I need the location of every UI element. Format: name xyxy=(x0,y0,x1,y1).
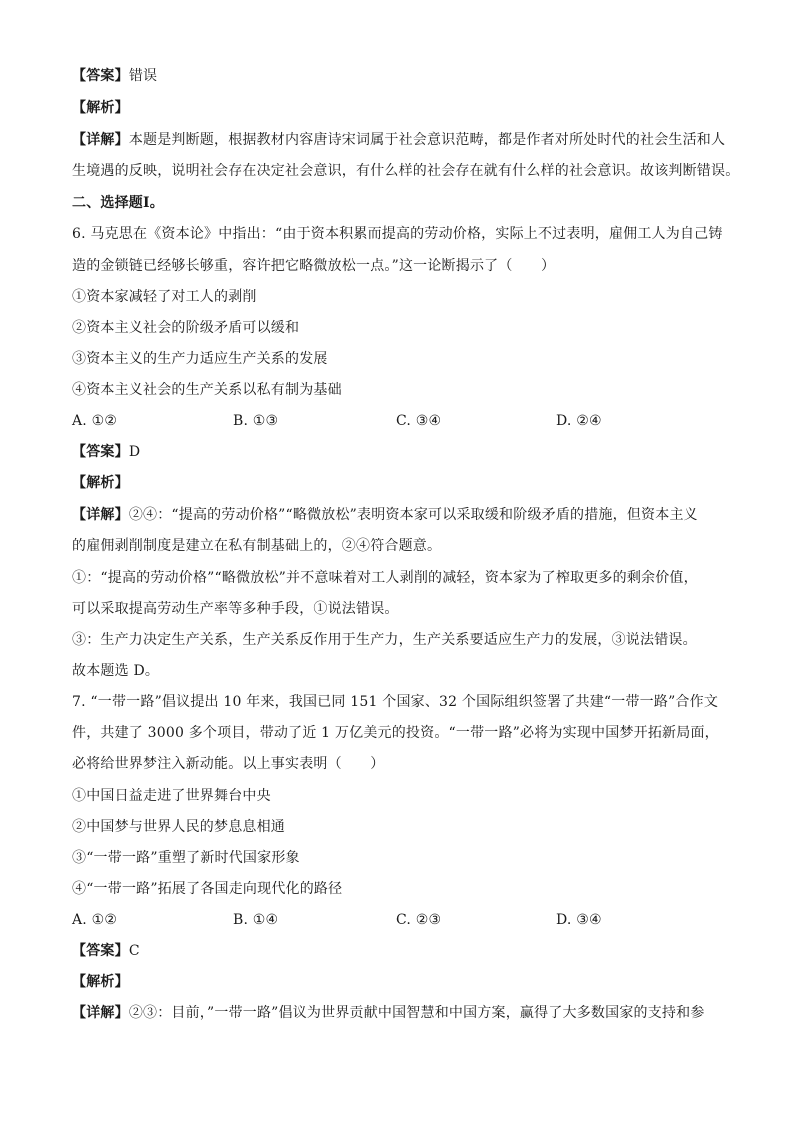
q7-stem-text: 必将给世界梦注入新动能。以上事实表明（ ） xyxy=(72,756,385,772)
detail-text: 可以采取提高劳动生产率等多种手段，①说法错误。 xyxy=(72,601,399,617)
q7-stem-text: 7. “一带一路”倡议提出 10 年来，我国已同 151 个国家、32 个国际组织签署了共建“一带一路”合作文 xyxy=(72,694,719,710)
q5-analysis-line xyxy=(72,98,742,118)
analysis-tag: 【解析】 xyxy=(72,974,129,990)
q6-item-3 xyxy=(72,349,742,369)
q7-analysis-line xyxy=(72,972,742,992)
q5-detail-line-1 xyxy=(72,130,742,150)
q6-item-text: ①资本家减轻了对工人的剥削 xyxy=(72,289,257,305)
q6-detail-line-4 xyxy=(72,599,742,619)
answer-text: C xyxy=(128,943,140,959)
detail-tag: 【详解】 xyxy=(72,132,129,148)
q5-detail-line-2 xyxy=(72,161,742,181)
q7-answer-line xyxy=(72,941,742,961)
q7-item-text: ④“一带一路”拓展了各国走向现代化的路径 xyxy=(72,881,343,897)
section-heading-text: 二、选择题Ⅰ。 xyxy=(72,195,164,211)
q6-option-d[interactable]: D. ②④ xyxy=(556,413,602,429)
q7-item-4 xyxy=(72,879,742,899)
q6-item-1 xyxy=(72,287,742,307)
analysis-tag: 【解析】 xyxy=(72,100,129,116)
q7-stem-text: 件，共建了 3000 多个项目，带动了近 1 万亿美元的投资。“一带一路”必将为实现中国梦开拓新局面， xyxy=(72,725,719,741)
q6-detail-line-1 xyxy=(72,505,742,525)
q6-stem-line-2 xyxy=(72,256,742,276)
q6-detail-line-2 xyxy=(72,536,742,556)
answer-text: 错误 xyxy=(128,68,158,84)
q7-item-3 xyxy=(72,848,742,868)
q7-option-a[interactable]: A. ①② xyxy=(72,912,118,928)
q6-option-c[interactable]: C. ③④ xyxy=(396,413,442,429)
q6-detail-line-5 xyxy=(72,630,742,650)
analysis-tag: 【解析】 xyxy=(72,475,129,491)
q7-option-b[interactable]: B. ①④ xyxy=(233,912,279,928)
q6-stem-text: 6. 马克思在《资本论》中指出：“由于资本积累而提高的劳动价格，实际上不过表明，雇佣工人为自己铸 xyxy=(72,226,723,242)
q7-item-text: ②中国梦与世界人民的梦息息相通 xyxy=(72,819,285,835)
q6-stem-text: 造的金锁链已经够长够重，容许把它略微放松一点。”这一论断揭示了（ ） xyxy=(72,258,556,274)
q6-item-text: ②资本主义社会的阶级矛盾可以缓和 xyxy=(72,320,300,336)
q7-item-1 xyxy=(72,786,742,806)
detail-text: ②④：“提高的劳动价格”“略微放松”表明资本家可以采取缓和阶级矛盾的措施，但资本主义 xyxy=(128,507,698,523)
q7-detail-line-1 xyxy=(72,1003,742,1023)
detail-text: ③：生产力决定生产关系，生产关系反作用于生产力，生产关系要适应生产力的发展，③说法错误。 xyxy=(72,632,697,648)
q6-stem-line-1 xyxy=(72,224,742,244)
answer-tag: 【答案】 xyxy=(72,68,129,84)
q6-answer-line xyxy=(72,442,742,462)
q6-option-a[interactable]: A. ①② xyxy=(72,413,118,429)
q7-stem-line-2 xyxy=(72,723,742,743)
detail-text: ①：“提高的劳动价格”“略微放松”并不意味着对工人剥削的减轻，资本家为了榨取更多的剩余价值， xyxy=(72,570,698,586)
answer-tag: 【答案】 xyxy=(72,444,129,460)
q7-option-c[interactable]: C. ②③ xyxy=(396,912,442,928)
detail-text: 本题是判断题，根据教材内容唐诗宋词属于社会意识范畴，都是作者对所处时代的社会生活和人 xyxy=(128,132,726,148)
q7-option-d[interactable]: D. ③④ xyxy=(556,912,602,928)
q6-option-b[interactable]: B. ①③ xyxy=(233,413,279,429)
detail-text: 故本题选 D。 xyxy=(72,663,160,679)
q7-stem-line-1 xyxy=(72,692,742,712)
q6-analysis-line xyxy=(72,473,742,493)
q6-detail-line-6 xyxy=(72,661,742,681)
detail-text: 生境遇的反映，说明社会存在决定社会意识，有什么样的社会存在就有什么样的社会意识。故该判断错误。 xyxy=(72,163,740,179)
q5-answer-line xyxy=(72,66,742,86)
q6-item-text: ③资本主义的生产力适应生产关系的发展 xyxy=(72,351,328,367)
q7-item-2 xyxy=(72,817,742,837)
q6-item-2 xyxy=(72,318,742,338)
detail-tag: 【详解】 xyxy=(72,507,129,523)
detail-text: ②③：目前，”一带一路”倡议为世界贡献中国智慧和中国方案，赢得了大多数国家的支持和参 xyxy=(128,1005,705,1021)
detail-tag: 【详解】 xyxy=(72,1005,129,1021)
detail-text: 的雇佣剥削制度是建立在私有制基础上的，②④符合题意。 xyxy=(72,538,442,554)
answer-tag: 【答案】 xyxy=(72,943,129,959)
q6-item-text: ④资本主义社会的生产关系以私有制为基础 xyxy=(72,382,342,398)
q7-stem-line-3 xyxy=(72,754,742,774)
q6-detail-line-3 xyxy=(72,568,742,588)
q6-item-4 xyxy=(72,380,742,400)
q7-item-text: ①中国日益走进了世界舞台中央 xyxy=(72,788,271,804)
q7-item-text: ③“一带一路”重塑了新时代国家形象 xyxy=(72,850,300,866)
answer-text: D xyxy=(128,444,141,460)
section-heading xyxy=(72,193,742,213)
